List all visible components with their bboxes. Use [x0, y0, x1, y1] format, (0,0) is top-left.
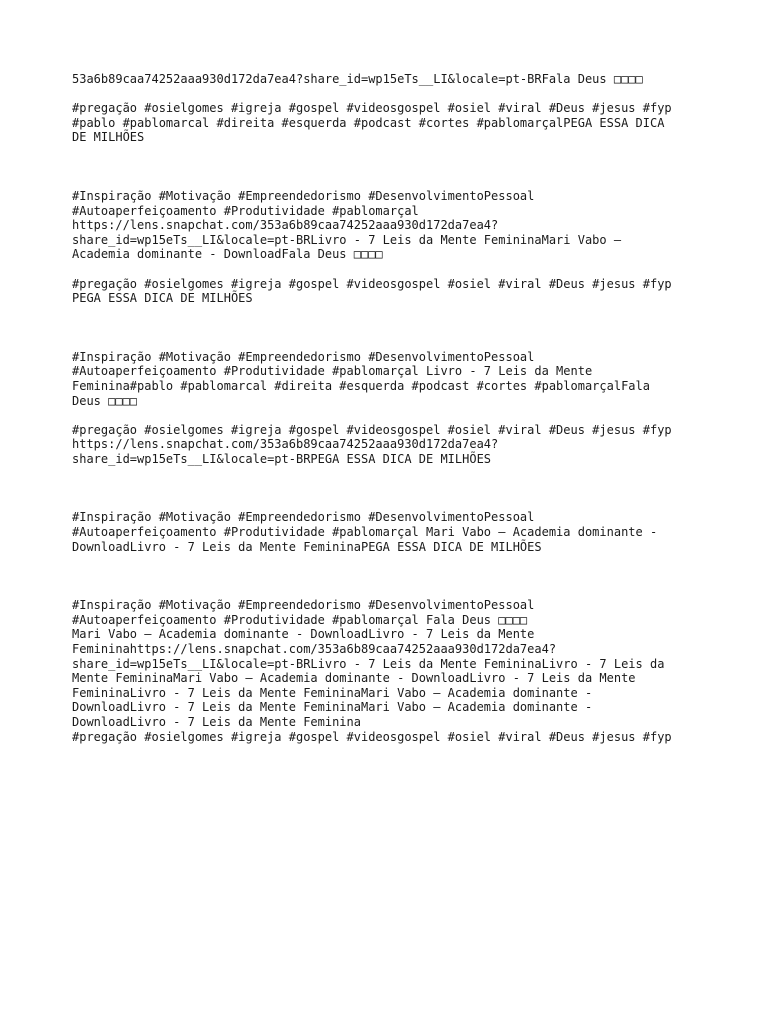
paragraph-gap	[72, 408, 712, 423]
paragraph-gap	[72, 554, 712, 598]
paragraph-2: #pregação #osielgomes #igreja #gospel #videosgospel #osiel #viral #Deus #jesus #fyp #pablo #pablomarcal #direita #esquerda #podcast #cortes #pablomarçalPEGA ESSA DICA DE MILHÕES	[72, 101, 672, 145]
paragraph-5: #Inspiração #Motivação #Empreendedorismo #DesenvolvimentoPessoal #Autoaperfeiçoamento #Produtividade #pablomarçal Livro - 7 Leis da Mente Feminina#pablo #pablomarcal #direita #esquerda #podcast #cortes #pablomarçalFala Deus □□□□	[72, 349, 650, 408]
paragraph-8: #Inspiração #Motivação #Empreendedorismo #DesenvolvimentoPessoal #Autoaperfeiçoamento #Produtividade #pablomarçal Fala Deus □□□□ Mari Vabo – Academia dominante - DownloadLivro - 7 Leis da Mente Femininahttps://lens.snapchat.com/353a6b89caa74252aaa930d172da7ea4? share_id=wp15eTs__LI&locale=pt-BRLivro - 7 Leis da Mente FemininaLivro - 7 Leis da Mente FemininaMari Vabo – Academia dominante - DownloadLivro - 7 Leis da Mente FemininaLivro - 7 Leis da Mente FemininaMari Vabo – Academia dominante - DownloadLivro - 7 Leis da Mente FemininaMari Vabo – Academia dominante - DownloadLivro - 7 Leis da Mente Feminina #pregação #osielgomes #igreja #gospel #videosgospel #osiel #viral #Deus #jesus #fyp	[72, 598, 672, 744]
paragraph-1: 53a6b89caa74252aaa930d172da7ea4?share_id=wp15eTs__LI&locale=pt-BRFala Deus □□□□	[72, 72, 643, 86]
paragraph-gap	[72, 145, 712, 189]
document-body	[72, 72, 712, 744]
paragraph-7: #Inspiração #Motivação #Empreendedorismo #DesenvolvimentoPessoal #Autoaperfeiçoamento #Produtividade #pablomarçal Mari Vabo – Academia dominante - DownloadLivro - 7 Leis da Mente FemininaPEGA ESSA DICA DE MILHÕES	[72, 510, 658, 554]
paragraph-3: #Inspiração #Motivação #Empreendedorismo #DesenvolvimentoPessoal #Autoaperfeiçoamento #Produtividade #pablomarçal https://lens.snapchat.com/353a6b89caa74252aaa930d172da7ea4? share_id=wp15eTs__LI&locale=pt-BRLivro - 7 Leis da Mente FemininaMari Vabo – Academia dominante - DownloadFala Deus □□□□	[72, 188, 622, 262]
paragraph-gap	[72, 87, 712, 102]
paragraph-gap	[72, 306, 712, 350]
paragraph-gap	[72, 466, 712, 510]
paragraph-gap	[72, 262, 712, 277]
paragraph-4: #pregação #osielgomes #igreja #gospel #videosgospel #osiel #viral #Deus #jesus #fyp PEGA ESSA DICA DE MILHÕES	[72, 276, 672, 306]
paragraph-6: #pregação #osielgomes #igreja #gospel #videosgospel #osiel #viral #Deus #jesus #fyp https://lens.snapchat.com/353a6b89caa74252aaa930d172da7ea4? share_id=wp15eTs__LI&locale=pt-BRPEGA ESSA DICA DE MILHÕES	[72, 422, 672, 466]
